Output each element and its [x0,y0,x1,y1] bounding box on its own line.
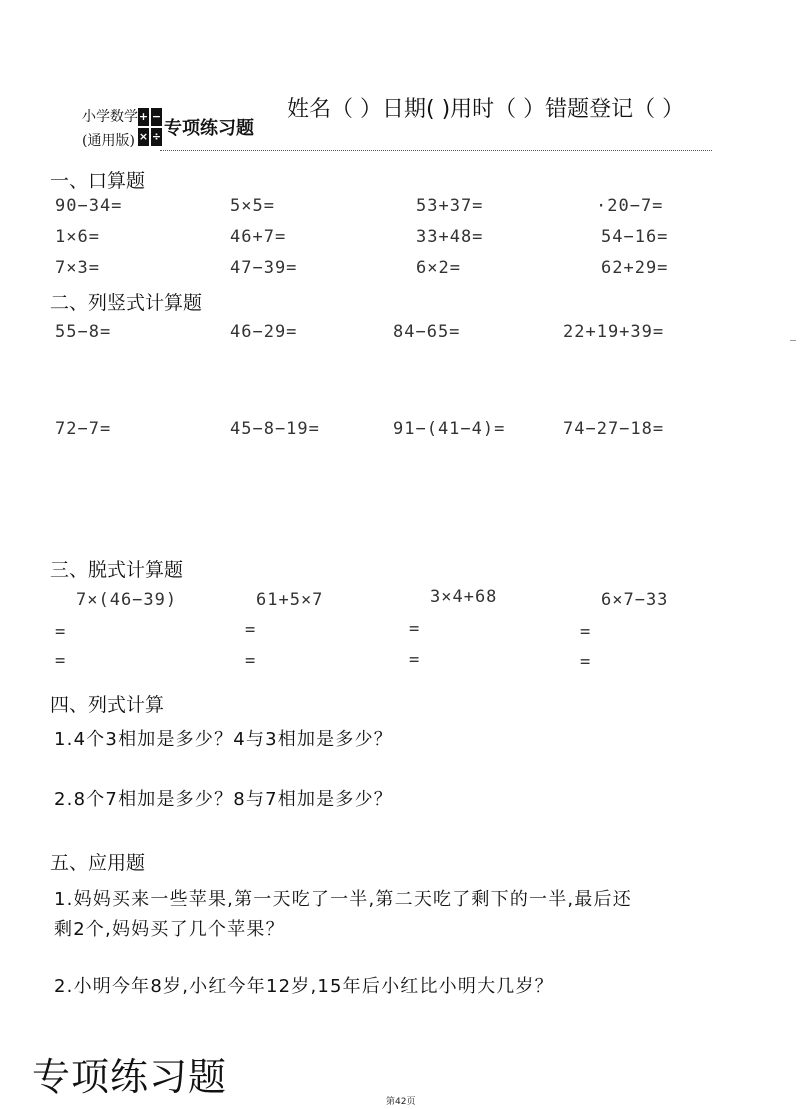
stepwise-problem: 3×4+68 [430,587,498,607]
logo-edition: (通用版) [82,133,135,149]
oral-problem: 54−16= [601,227,669,247]
oral-problem: 53+37= [416,196,484,216]
scan-mark [790,340,796,341]
oral-problem: 46+7= [230,227,287,247]
vertical-problem: 46−29= [230,322,298,342]
section-4-title: 四、列式计算 [50,694,165,716]
stepwise-problem: 7×(46−39) [76,590,178,610]
question-4-2: 2.8个7相加是多少？8与7相加是多少？ [54,789,393,810]
equals-line: = [245,620,256,640]
stepwise-problem: 6×7−33 [601,590,669,610]
logo-title: 专项练习题 [164,118,254,139]
oral-problem: 47−39= [230,258,298,278]
vertical-problem: 45−8−19= [230,419,320,439]
divide-icon: ÷ [151,128,162,146]
question-5-1-line-1: 1.妈妈买来一些苹果,第一天吃了一半,第二天吃了剩下的一半,最后还 [54,889,632,910]
oral-problem: 90−34= [55,196,123,216]
vertical-problem: 72−7= [55,419,112,439]
section-2-title: 二、列竖式计算题 [50,292,203,314]
oral-problem: ·20−7= [596,196,664,216]
plus-icon: + [138,108,149,126]
minus-icon: − [151,108,162,126]
oral-problem: 1×6= [55,227,100,247]
equals-line: = [409,619,420,639]
logo-subject: 小学数学 [82,109,138,125]
vertical-problem: 91−(41−4)= [393,419,506,439]
page-number: 第42页 [386,1097,416,1107]
student-info-fields: 姓名（ ）日期( )用时（ ）错题登记（ ） [287,97,685,122]
vertical-problem: 84−65= [393,322,461,342]
equals-line: = [55,651,66,671]
equals-line: = [245,651,256,671]
oral-problem: 33+48= [416,227,484,247]
section-3-title: 三、脱式计算题 [50,559,184,581]
header-divider [160,150,712,151]
question-4-1: 1.4个3相加是多少？4与3相加是多少？ [54,729,393,750]
vertical-problem: 22+19+39= [563,322,665,342]
question-5-1-line-2: 剩2个,妈妈买了几个苹果？ [54,919,285,940]
vertical-problem: 74−27−18= [563,419,665,439]
oral-problem: 62+29= [601,258,669,278]
section-1-title: 一、口算题 [50,170,146,192]
equals-line: = [580,622,591,642]
operators-logo-icon [138,108,162,148]
equals-line: = [580,652,591,672]
vertical-problem: 55−8= [55,322,112,342]
footer-title: 专项练习题 [32,1055,228,1099]
equals-line: = [55,622,66,642]
oral-problem: 7×3= [55,258,100,278]
question-5-2: 2.小明今年8岁,小红今年12岁,15年后小红比小明大几岁？ [54,976,554,997]
times-icon: × [138,128,149,146]
section-5-title: 五、应用题 [50,852,146,874]
stepwise-problem: 61+5×7 [256,590,324,610]
oral-problem: 6×2= [416,258,461,278]
equals-line: = [409,650,420,670]
oral-problem: 5×5= [230,196,275,216]
